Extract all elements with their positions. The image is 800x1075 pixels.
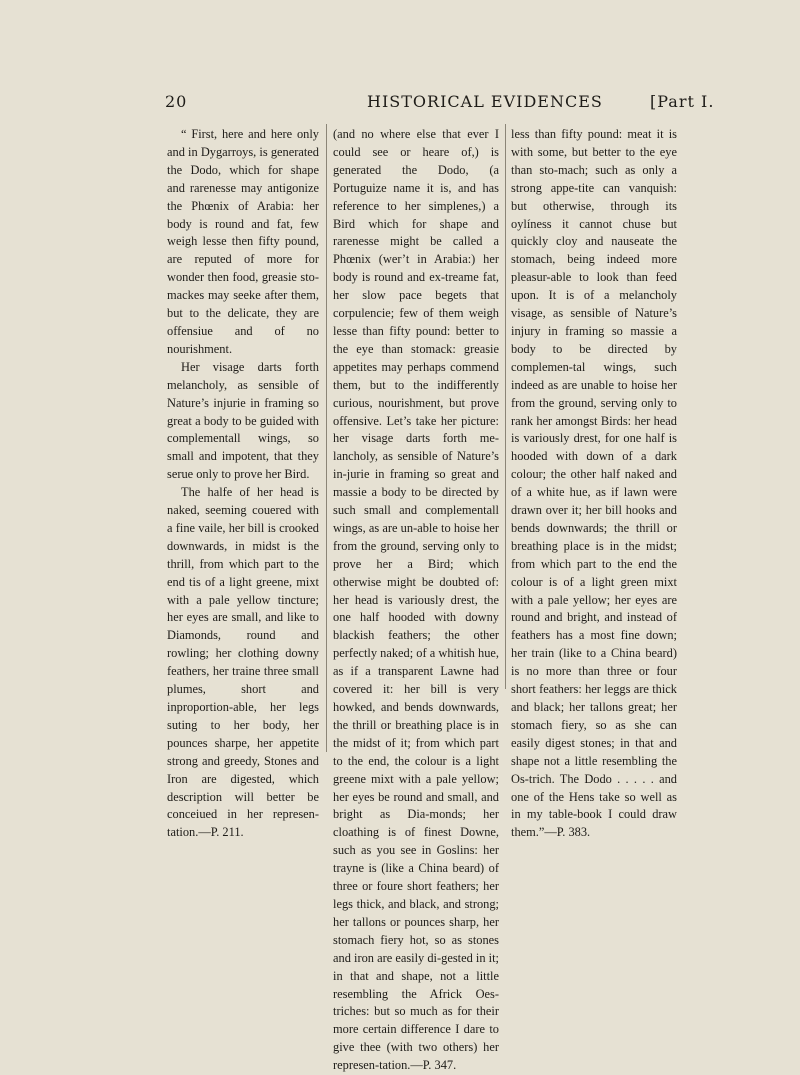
paragraph: “ First, here and here only and in Dygarroys, is generated the Dodo, which for shape and rarenesse may antigonize the Phœnix of Arabia: her body is round and fat, few weigh lesse then fifty pound, are reputed of more for wonder then food, greasie sto-mackes may seeke after them, but to the delicate, they are offensiue and of no nourishment. bbox=[167, 127, 319, 356]
column-divider bbox=[326, 124, 327, 752]
page-number: 20 bbox=[165, 92, 188, 111]
page-header bbox=[0, 92, 800, 114]
paragraph: (and no where else that ever I could see or heare of,) is generated the Dodo, (a Portuguize name it is, and has reference to her simplenes,) a Bird which for shape and rarenesse might be called a Phœnix (wer’t in Arabia:) her body is round and ex-treame fat, her slow pace begets that corpulencie; few of them weigh lesse than fifty pound: better to the eye than stomack: greasie appetites may perhaps commend them, but to the indifferently curious, nourishment, but prove offensive. Let’s take her picture: her visage darts forth me-lancholy, as sensible of Nature’s in-jurie in framing so great and massie a body to be directed by such small and complementall wings, as are un-able to hoise her from the ground, serving only to prove her a Bird; which otherwise might be doubted of: her head is variously drest, the one half hooded with downy blackish feathers; the other perfectly naked; of a whitish hue, as if a transparent Lawne had covered it: her bill is very howked, and bends downwards, the thrill or breathing place is in the midst of it; from which part to the end, the colour is a light greene mixt with a pale yellow; her eyes be round and small, and bright as Dia-monds; her cloathing is of finest Downe, such as you see in Goslins: her trayne is (like a China beard) of three or foure short feathers; her legs thick, and black, and strong; her tallons or pounces sharp, her stomach fiery hot, so as stones and iron are easily di-gested in it; in that and shape, not a little resembling the Africk Oes-triches: but so much as for their more certain difference I dare to give thee (with two others) her represen-tation.—P. 347. bbox=[333, 127, 499, 1073]
text-column-1 bbox=[167, 126, 319, 842]
paragraph: Her visage darts forth melancholy, as sensible of Nature’s injurie in framing so great a body to be guided with complementall wings, so small and impotent, that they serue only to prove her Bird. bbox=[167, 359, 319, 482]
paragraph: The halfe of her head is naked, seeming couered with a fine vaile, her bill is crooked downwards, in midst is the thrill, from which part to the end tis of a light greene, mixt with a pale yellow tincture; her eyes are small, and like to Diamonds, round and rowling; her clothing downy feathers, her traine three small plumes, short and inproportion-able, her legs suting to her body, her pounces sharpe, her appetite strong and greedy, Stones and Iron are digested, which description will better be conceiued in her represen-tation.—P. 211. bbox=[167, 485, 319, 840]
column-divider bbox=[505, 124, 506, 689]
part-label: [Part I. bbox=[650, 92, 715, 111]
text-column-2 bbox=[333, 126, 499, 1075]
paragraph: less than fifty pound: meat it is with some, but better to the eye than sto-mach; such as only a strong appe-tite can vanquish: but otherwise, through its oylíness it cannot chuse but quickly cloy and nauseate the stomach, being indeed more pleasur-able to look than feed upon. It is of a melancholy visage, as sensible of Nature’s injury in framing so massie a body to be directed by complemen-tal wings, such indeed as are unable to hoise her from the ground, serving only to rank her amongst Birds: her head is variously drest, for one half is hooded with down of a dark colour; the other half naked and of a white hue, as if lawn were drawn over it; her bill hooks and bends downwards; the thrill or breathing place is in the midst; from which part to the end the colour is of a light green mixt with a pale yellow; her eyes are round and bright, and instead of feathers has a most fine down; her train (like to a China beard) is no more than three or four short feathers: her leggs are thick and black; her tallons great; her stomach fiery, so as she can easily digest stones; in that and shape not a little resembling the Os-trich. The Dodo . . . . . and one of the Hens take so well as in my table-book I could draw them.”—P. 383. bbox=[511, 127, 677, 840]
running-title: HISTORICAL EVIDENCES bbox=[367, 92, 603, 111]
text-column-3 bbox=[511, 126, 677, 842]
